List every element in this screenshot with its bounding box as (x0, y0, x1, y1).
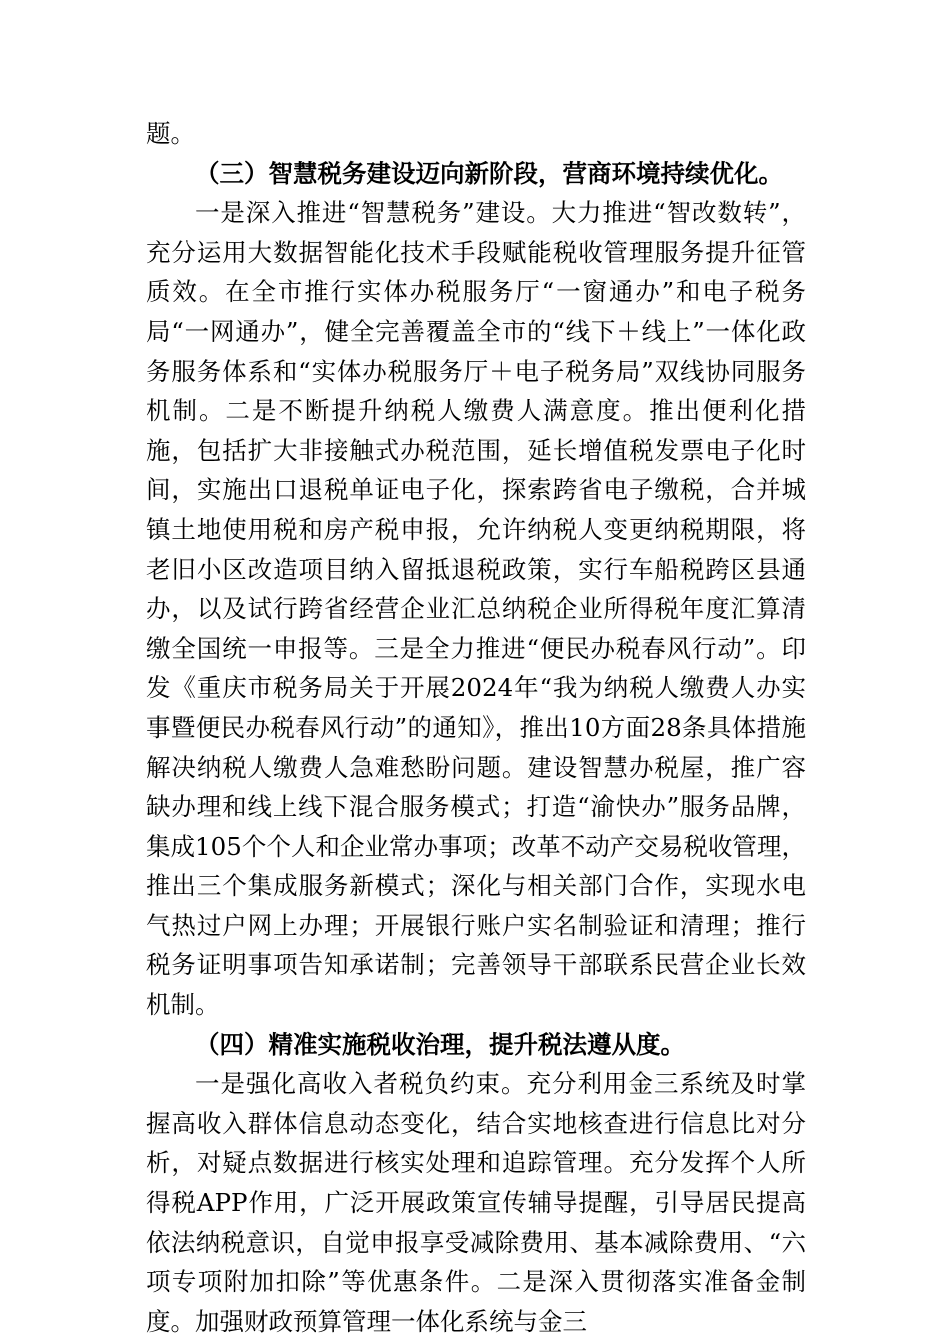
continuation-text: 题。 (146, 119, 195, 148)
section-3-heading: （三）智慧税务建设迈向新阶段，营商环境持续优化。 (195, 158, 783, 188)
document-page (146, 114, 806, 1341)
section-3-body: 一是深入推进“智慧税务”建设。大力推进“智改数转”，充分运用大数据智能化技术手段赋能税收管理服务提升征管质效。在全市推行实体办税服务厅“一窗通办”和电子税务局“一网通办”，健全完善覆盖全市的“线下＋线上”一体化政务服务体系和“实体办税服务厅＋电子税务局”双线协同服务机制。二是不断提升纳税人缴费人满意度。推出便利化措施，包括扩大非接触式办税范围，延长增值税发票电子化时间，实施出口退税单证电子化，探索跨省电子缴税，合并城镇土地使用税和房产税申报，允许纳税人变更纳税期限，将老旧小区改造项目纳入留抵退税政策，实行车船税跨区县通办，以及试行跨省经营企业汇总纳税企业所得税年度汇算清缴全国统一申报等。三是全力推进“便民办税春风行动”。印发《重庆市税务局关于开展2024年“我为纳税人缴费人办实事暨便民办税春风行动”的通知》，推出10方面28条具体措施解决纳税人缴费人急难愁盼问题。建设智慧办税屋，推广容缺办理和线上线下混合服务模式；打造“渝快办”服务品牌，集成105个个人和企业常办事项；改革不动产交易税收管理，推出三个集成服务新模式；深化与相关部门合作，实现水电气热过户网上办理；开展银行账户实名制验证和清理；推行税务证明事项告知承诺制；完善领导干部联系民营企业长效机制。 (146, 198, 806, 1020)
section-4-heading: （四）精准实施税收治理，提升税法遵从度。 (195, 1029, 685, 1059)
section-4-body: 一是强化高收入者税负约束。充分利用金三系统及时掌握高收入群体信息动态变化，结合实地核查进行信息比对分析，对疑点数据进行核实处理和追踪管理。充分发挥个人所得税APP作用，广泛开展政策宣传辅导提醒，引导居民提高依法纳税意识，自觉申报享受减除费用、基本减除费用、“六项专项附加扣除”等优惠条件。二是深入贯彻落实准备金制度。加强财政预算管理一体化系统与金三 (146, 1069, 806, 1336)
